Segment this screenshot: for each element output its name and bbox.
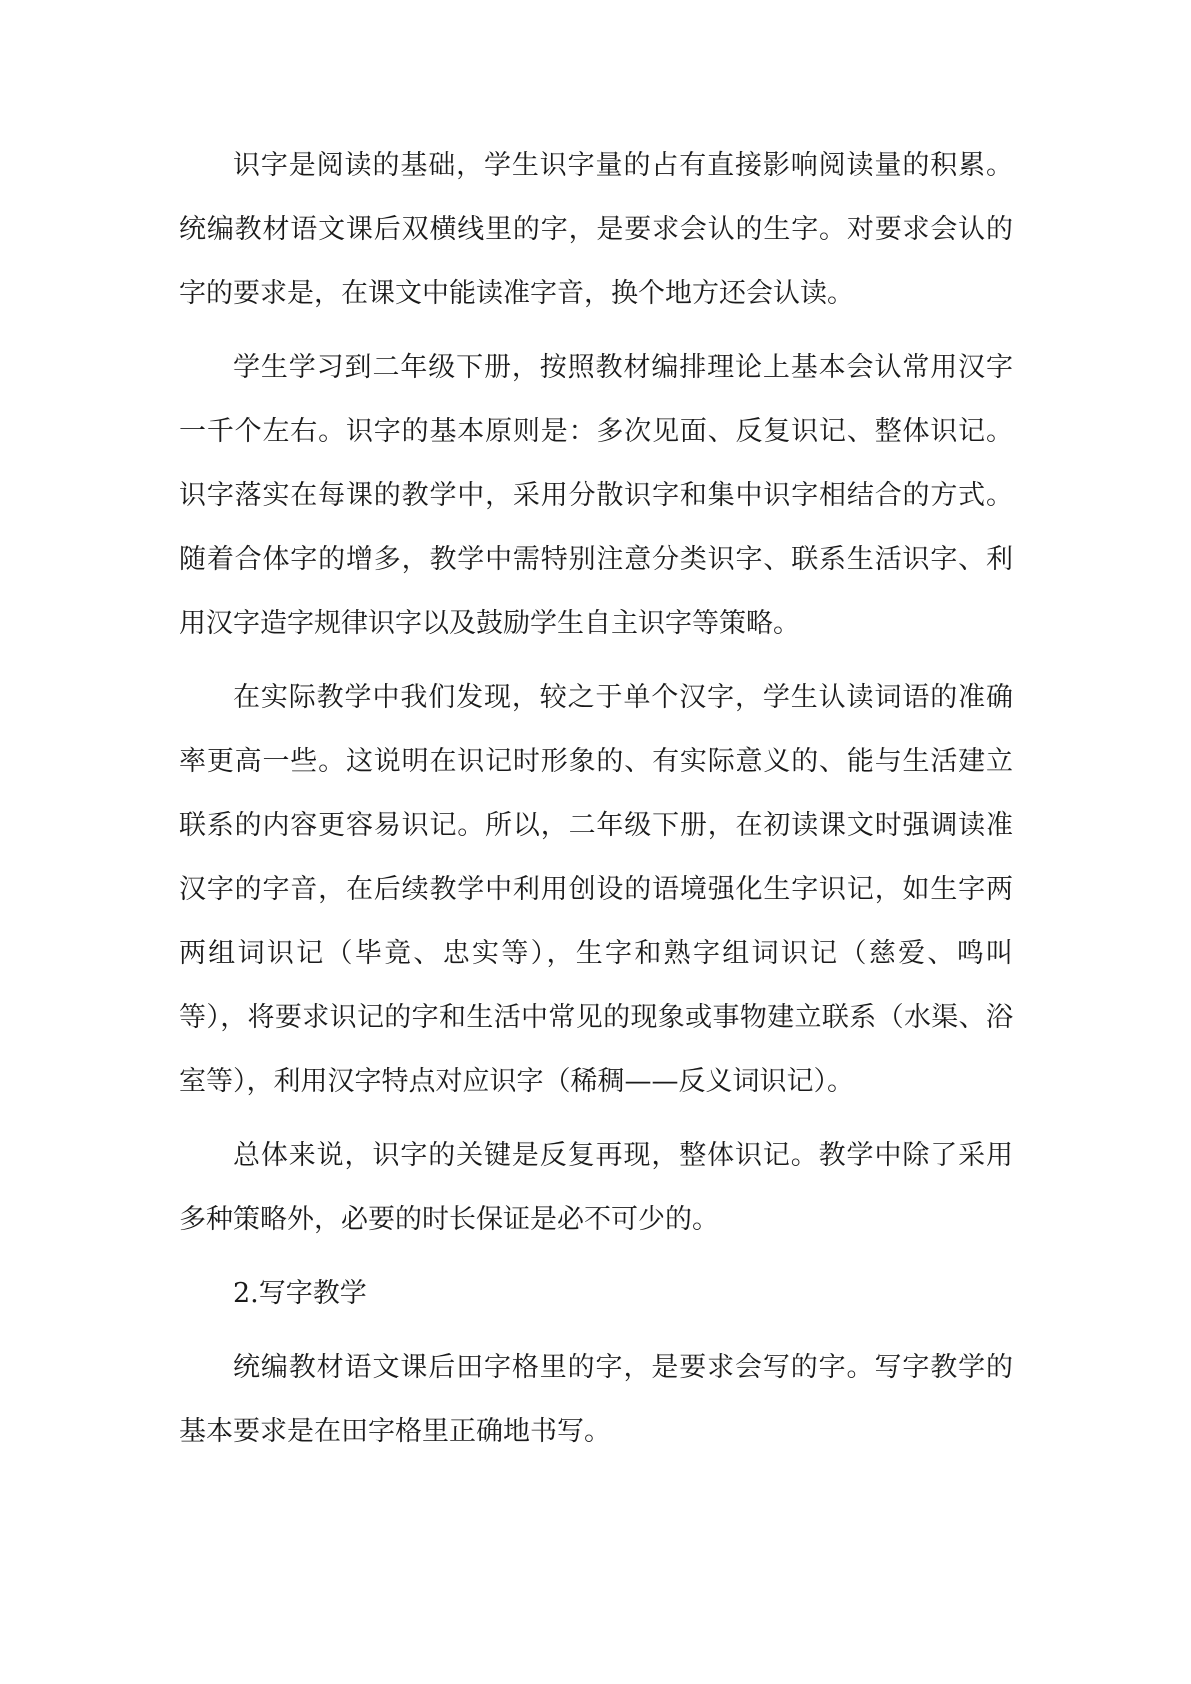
paragraph-literacy-principles: 学生学习到二年级下册，按照教材编排理论上基本会认常用汉字一千个左右。识字的基本原则是：多次见面、反复识记、整体识记。识字落实在每课的教学中，采用分散识字和集中识字相结合的方式。随着合体字的增多，教学中需特别注意分类识字、联系生活识字、利用汉字造字规律识字以及鼓励学生自主识字等策略。 — [179, 352, 1013, 639]
document-body — [179, 134, 1013, 1474]
paragraph-writing-requirements: 统编教材语文课后田字格里的字，是要求会写的字。写字教学的基本要求是在田字格里正确地书写。 — [179, 1352, 1013, 1447]
paragraph-summary: 总体来说，识字的关键是反复再现，整体识记。教学中除了采用多种策略外，必要的时长保证是必不可少的。 — [179, 1140, 1013, 1235]
paragraph-teaching-practice: 在实际教学中我们发现，较之于单个汉字，学生认读词语的准确率更高一些。这说明在识记时形象的、有实际意义的、能与生活建立联系的内容更容易识记。所以，二年级下册，在初读课文时强调读准汉字的字音，在后续教学中利用创设的语境强化生字识记，如生字两两组词识记（毕竟、忠实等），生字和熟字组词识记（慈爱、鸣叫等），将要求识记的字和生活中常见的现象或事物建立联系（水渠、浴室等），利用汉字特点对应识字（稀稠——反义词识记）。 — [179, 682, 1013, 1097]
section-heading-writing: 2.写字教学 — [233, 1278, 367, 1309]
paragraph-literacy-foundation: 识字是阅读的基础，学生识字量的占有直接影响阅读量的积累。统编教材语文课后双横线里的字，是要求会认的生字。对要求会认的字的要求是，在课文中能读准字音，换个地方还会认读。 — [179, 150, 1013, 309]
